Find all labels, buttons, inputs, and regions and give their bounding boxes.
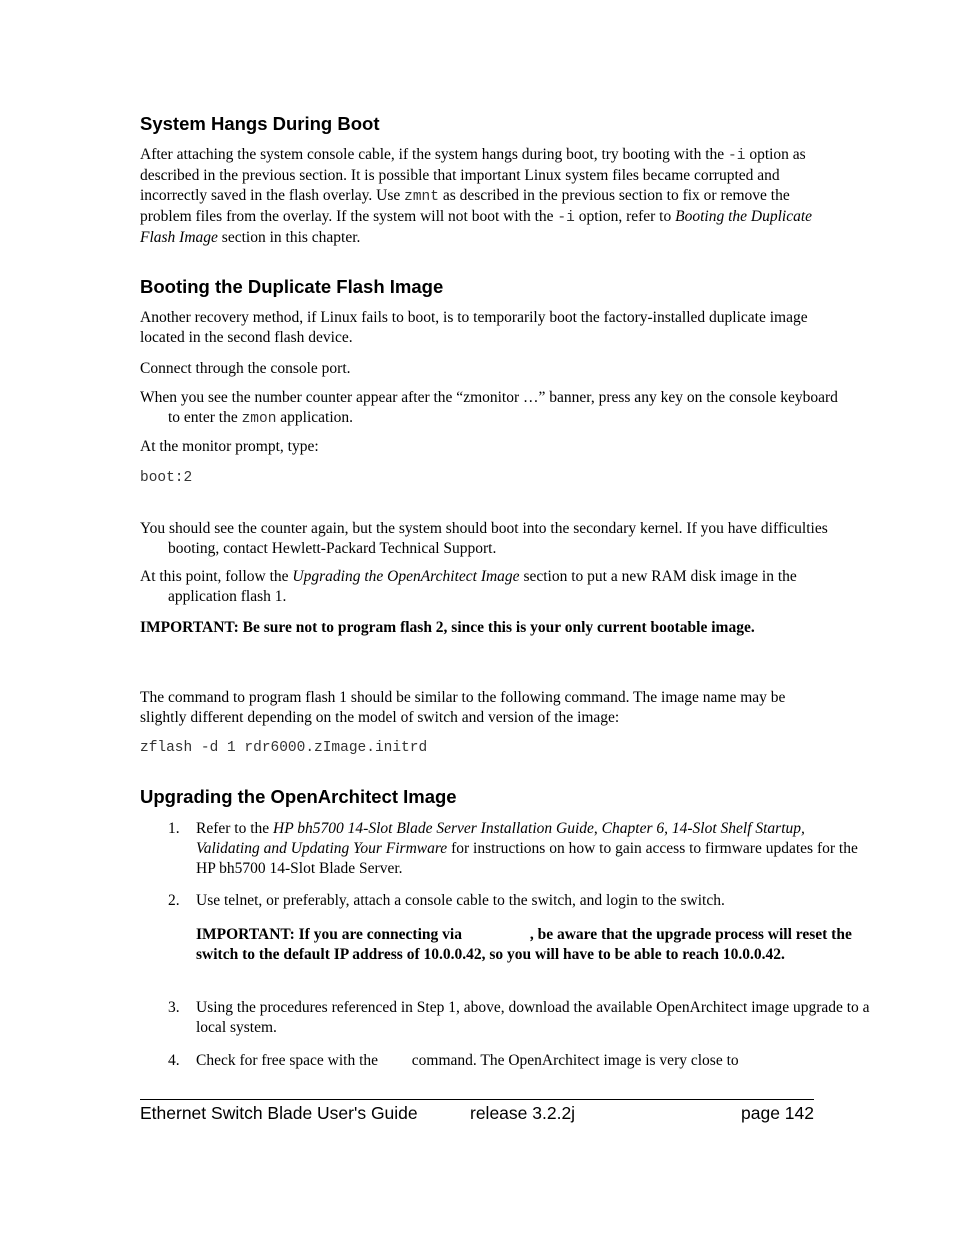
section-heading-system-hangs: System Hangs During Boot [140, 113, 380, 134]
code-boot-command: boot:2 [140, 470, 193, 486]
paragraph-monitor-prompt: At the monitor prompt, type: [140, 438, 319, 455]
paragraph-recovery-method: Another recovery method, if Linux fails to boot, is to temporarily boot the factory-installed duplicate image located in the second flash device. [140, 309, 808, 346]
paragraph-secondary-kernel: You should see the counter again, but the system should boot into the secondary kernel. If you have difficulties booting, contact Hewlett-Packard Technical Support. [140, 520, 828, 557]
paragraph-system-hangs: After attaching the system console cable, if the system hangs during boot, try booting with the -i option as described in the previous section. It is possible that important Linux system files became corrupted and incorrectly saved in the flash overlay. Use zmnt as described in the previous section to fix or remove the problem files from the overlay. If the system will not boot with the -i option, refer to Booting the Duplicate Flash Image section in this chapter. [140, 146, 813, 246]
paragraph-connect-console: Connect through the console port. [140, 360, 351, 377]
section-heading-upgrading: Upgrading the OpenArchitect Image [140, 786, 457, 807]
code-zflash-command: zflash -d 1 rdr6000.zImage.initrd [140, 740, 428, 756]
paragraph-follow-upgrade: At this point, follow the Upgrading the OpenArchitect Image section to put a new RAM disk image in the application flash 1. [140, 568, 797, 605]
list-item: 4. Check for free space with the command. The OpenArchitect image is very close to [168, 1052, 739, 1069]
section-heading-booting-duplicate: Booting the Duplicate Flash Image [140, 276, 444, 297]
list-item: 1. Refer to the HP bh5700 14-Slot Blade Server Installation Guide, Chapter 6, 14-Slot Shelf Startup, Validating and Updating Your Firmware for instructions on how to gain access to firmware updates for the HP bh5700 14-Slot Blade Server. [168, 820, 858, 877]
footer-release: release 3.2.2j [470, 1103, 576, 1123]
paragraph-number-counter: When you see the number counter appear after the “zmonitor …” banner, press any key on the console keyboard to enter the zmon application. [140, 389, 838, 427]
important-note-flash2: IMPORTANT: Be sure not to program flash 2, since this is your only current bootable image. [140, 619, 755, 636]
footer-guide-title: Ethernet Switch Blade User's Guide [140, 1103, 418, 1123]
list-item: 2. Use telnet, or preferably, attach a console cable to the switch, and login to the switch. [168, 892, 725, 909]
footer-page-number: page 142 [741, 1103, 814, 1123]
important-note-ip-reset: IMPORTANT: If you are connecting via , be aware that the upgrade process will reset the switch to the default IP address of 10.0.0.42, so you will have to be able to reach 10.0.0.42. [196, 926, 852, 963]
list-item: 3. Using the procedures referenced in Step 1, above, download the available OpenArchitect image upgrade to a local system. [168, 999, 870, 1036]
paragraph-program-flash1: The command to program flash 1 should be similar to the following command. The image name may be slightly different depending on the model of switch and version of the image: [140, 689, 786, 726]
page-footer [140, 1099, 814, 1123]
